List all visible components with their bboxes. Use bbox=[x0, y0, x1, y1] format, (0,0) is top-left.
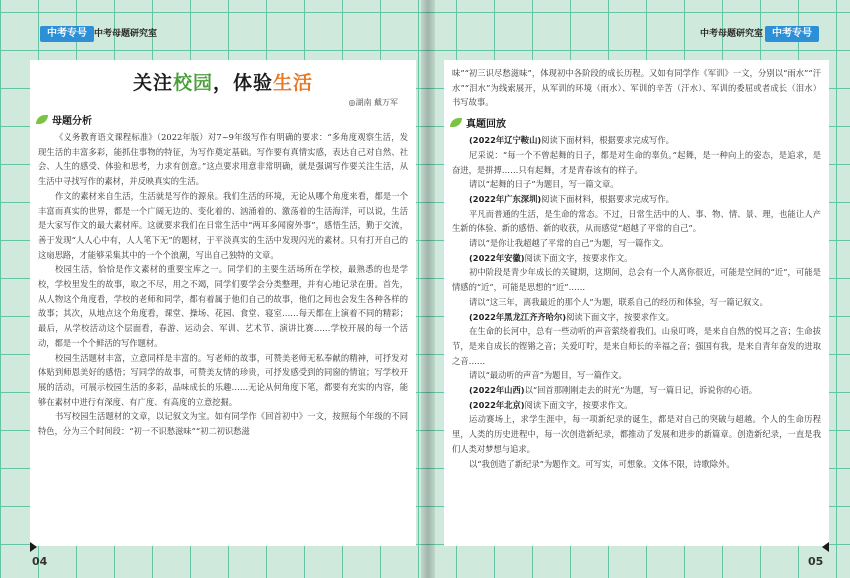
exam-item-text: 阅读下面材料，根据要求完成写作。 bbox=[541, 135, 674, 146]
exam-item-text: 阅读下面文字，按要求作文。 bbox=[524, 399, 633, 410]
body-paragraph: 《义务教育语文课程标准》（2022年版）对7~9年级写作有明确的要求：“多角度观察生活，发现生活的丰富多彩，能抓住事物的特征，为写作奠定基础。写作要有真情实感，表达自己对自然、社会、人生的感受、体验和思考，力求有创意。”这点要求用意非常明确，就是强调写作要关注生活，从生活中寻找写作的素材，并反映真实的生活。 bbox=[38, 132, 408, 187]
exam-item bbox=[452, 133, 821, 148]
section-heading bbox=[450, 115, 829, 130]
right-column-subtitle: 中考母题研究室 bbox=[700, 29, 764, 39]
body-paragraph: 校园生活题材丰富，立意同样是丰富的。写老师的故事，可赞美老师无私奉献的精神，可抒发对体贴到师恩美好的感悟；写同学的故事，可赞美友情的珍贵，可抒发感受到的同窗的情谊；写学校开展的活动，可展示校园生活的多彩，品味成长的乐趣……无论从何角度下笔，都要有充实的内容，能够在素材中进行有深度、有广度、有高度的立意挖掘。 bbox=[38, 352, 408, 407]
exam-item-text: 以“回首那刚刚走去的时光”为题，写一篇日记，诉说你的心语。 bbox=[524, 385, 758, 396]
exam-item-text: 以“我创造了新纪录”为题作文。可写实，可想象。文体不限，诗歌除外。 bbox=[469, 458, 735, 469]
right-column-tag: 中考专号 bbox=[765, 26, 819, 42]
exam-item bbox=[452, 236, 821, 251]
exam-item-text: 运动赛场上，求学生涯中，每一项新纪录的诞生，都是对自己的突破与超越。个人的生命历程里，人类的历史进程中，每一次创造新纪录，都推动了发展和进步的新篇章。创造新纪录，一直是我们人类对梦想与追求。 bbox=[452, 414, 821, 454]
title-part: 校园 bbox=[172, 72, 213, 94]
body-paragraph: 作文的素材来自生活，生活就是写作的源泉。我们生活的环境，无论从哪个角度来看，都是一个丰富而真实的世界，都是一个广阔无边的、变化着的、汹涌着的、激荡着的生活海洋，可以说，生活是大家写作文的最大素材库。这就要求我们在日常生活中“两耳多闻窗外事”，感悟生活，勤于交流，善于发现“人人心中有，人人笔下无”的题材，于平淡真实的生活中发现闪光的素材。只有打开自己的这扇思路，才能够采集其中的一个个浪潮，写出自己独特的文章。 bbox=[38, 190, 408, 260]
body-paragraph: 校园生活，恰恰是作文素材的重要宝库之一。同学们的主要生活场所在学校，最熟悉的也是学校，学校里发生的故事，取之不尽，用之不竭，同学们要学会分类整理，并有心地记录在册。首先，从人物这个角度看，学校的老师和同学，都有着属于他们自己的故事，他们之间也会发生各种各样的故事；其次，从地点这个角度看，课堂、操场、花园、食堂、寝室……每天都在上演着不同的精彩；最后，从学校活动这个层面看，春游、运动会、军训、艺术节、演讲比赛……学校开展的每一个活动，都是一个个鲜活的写作题材。 bbox=[38, 264, 408, 348]
exam-item bbox=[452, 324, 821, 368]
exam-item bbox=[452, 207, 821, 236]
exam-item-text: 阅读下面文字，按要求作文。 bbox=[566, 311, 674, 322]
exam-item bbox=[452, 310, 821, 325]
section-heading-text: 真题回放 bbox=[466, 119, 506, 131]
title-part: ，体验 bbox=[213, 72, 274, 94]
right-body bbox=[444, 133, 829, 471]
leaf-icon bbox=[450, 118, 462, 127]
exam-item bbox=[452, 251, 821, 266]
left-page-number: 04 bbox=[32, 555, 48, 568]
exam-item bbox=[452, 192, 821, 207]
exam-item bbox=[452, 457, 821, 472]
exam-item bbox=[452, 265, 821, 294]
right-page-number: 05 bbox=[808, 555, 824, 568]
exam-item bbox=[452, 177, 821, 192]
exam-item-text: 阅读下面材料，根据要求完成写作。 bbox=[541, 193, 674, 204]
exam-item bbox=[452, 398, 821, 413]
exam-item-text: 请以“是你让我超越了平常的自己”为题，写一篇作文。 bbox=[469, 238, 669, 249]
exam-item bbox=[452, 148, 821, 177]
left-column-subtitle: 中考母题研究室 bbox=[94, 29, 158, 39]
title-part: 关注 bbox=[132, 72, 173, 94]
exam-item-text: 阅读下面文字，按要求作文。 bbox=[524, 252, 633, 263]
exam-item-heading: (2022年北京) bbox=[469, 399, 525, 410]
exam-item-text: 请以“这三年，离我最近的那个人”为题，联系自己的经历和体验，写一篇记叙文。 bbox=[469, 296, 768, 307]
exam-item-text: 初中阶段是青少年成长的关键期，这期间，总会有一个人离你很近，可能是空间的“近”，可能是情感的“近”，可能是思想的“近”…… bbox=[452, 267, 821, 293]
exam-item bbox=[452, 383, 821, 398]
exam-item-heading: (2022年山西) bbox=[469, 385, 525, 396]
leaf-icon bbox=[36, 115, 48, 124]
book-spine bbox=[421, 0, 435, 578]
left-column-tag: 中考专号 bbox=[40, 26, 94, 42]
exam-item-heading: (2022年安徽) bbox=[469, 252, 525, 263]
intro-paragraph: 味”“初三识尽愁滋味”，体现初中各阶段的成长历程。又如有同学作《军训》一文，分别以“雨水”“汗水”“泪水”为线索展开，从军训的环境（雨水）、军训的辛苦（汗水）、军训的委屈或者成长（泪水）书写故事。 bbox=[452, 68, 821, 108]
article-title bbox=[30, 68, 416, 95]
section-heading-text: 母题分析 bbox=[52, 116, 92, 127]
body-paragraph: 书写校园生活题材的文章，以记叙文为宝。如有同学作《回首初中》一文，按照每个年级的不同特色，分为三个时间段：“初一不识愁滋味”“初二初识愁滋 bbox=[38, 411, 408, 437]
left-page bbox=[30, 60, 416, 546]
exam-item-text: 平凡而普通的生活，是生命的常态。不过，日常生活中的人、事、物、情、景、理，也能让人产生新的体验、新的感悟、新的收获，从而感觉“超越了平常的自己”。 bbox=[452, 208, 821, 234]
exam-item-heading: (2022年辽宁鞍山) bbox=[469, 135, 542, 146]
title-part: 生活 bbox=[273, 72, 314, 94]
left-body bbox=[30, 130, 416, 439]
right-page bbox=[444, 60, 829, 546]
exam-item bbox=[452, 295, 821, 310]
section-heading bbox=[36, 112, 416, 127]
exam-item-heading: (2022年黑龙江齐齐哈尔) bbox=[469, 311, 567, 322]
exam-item-text: 请以“起舞的日子”为题目，写一篇文章。 bbox=[469, 179, 619, 190]
author-byline: ◎湖南 戴万军 bbox=[348, 98, 398, 107]
exam-item-heading: (2022年广东深圳) bbox=[469, 193, 542, 204]
page-marker-icon bbox=[822, 542, 829, 552]
exam-item bbox=[452, 412, 821, 456]
exam-item-text: 尼采说：“每一个不曾起舞的日子，都是对生命的辜负。”起舞，是一种向上的姿态，是追求，是奋进，是拼搏……只有起舞，才是青春该有的样子。 bbox=[452, 149, 821, 175]
exam-item-text: 在生命的长河中，总有一些动听的声音萦绕着我们。山泉叮咚，是来自自然的悦耳之音；生命拔节，是来自成长的铿锵之音；关爱叮咛，是来自师长的幸福之音；强国有我，是来自青年奋发的进取之音…… bbox=[452, 326, 821, 366]
exam-item bbox=[452, 368, 821, 383]
exam-item-text: 请以“最动听的声音”为题目，写一篇作文。 bbox=[469, 370, 627, 381]
page-marker-icon bbox=[30, 542, 37, 552]
